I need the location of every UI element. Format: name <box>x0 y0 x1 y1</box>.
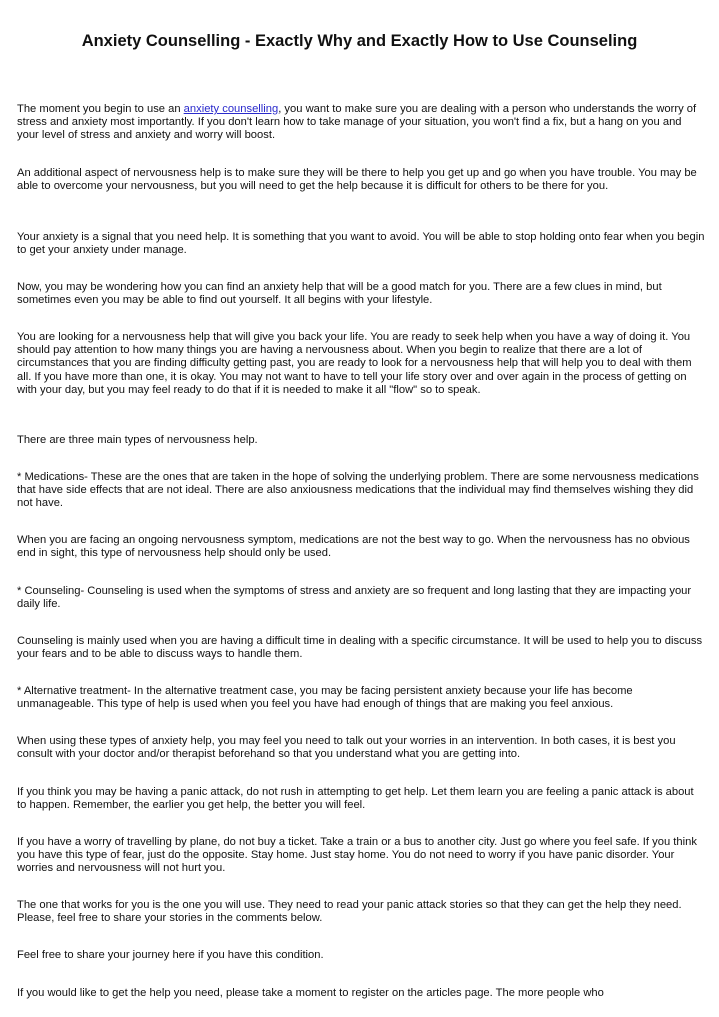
paragraph-4: Now, you may be wondering how you can find an anxiety help that will be a good match for you. There are a few clues in mind, but sometimes even you may be able to find out yourself. It all begins with your lifestyle. <box>17 281 662 307</box>
anxiety-counselling-link[interactable]: anxiety counselling <box>183 103 279 115</box>
article-title: Anxiety Counselling - Exactly Why and Exactly How to Use Counseling <box>81 32 638 50</box>
paragraph-7: * Medications- These are the ones that are taken in the hope of solving the underlying problem. There are some nervousness medications that have side effects that are not ideal. There are also anxiousness medications that the individual may find themselves wishing they did not have. <box>17 471 699 510</box>
paragraph-17: If you would like to get the help you need, please take a moment to register on the articles page. The more people who <box>17 987 604 999</box>
paragraph-5: You are looking for a nervousness help that will give you back your life. You are ready to seek help when you have a way of doing it. You should pay attention to how many things you are having a nervousness about. When you begin to realize that there are a lot of circumstances that you are finding difficulty getting past, you are ready to look for a nervousness help that will help you to deal with them all. If you have more than one, it is okay. You may not want to have to tell your life story over and over again in the process of getting on with your day, but you may feel ready to do that if it is needed to make it all "flow" so to speak. <box>17 331 692 396</box>
paragraph-11: * Alternative treatment- In the alternative treatment case, you may be facing persistent anxiety because your life has become unmanageable. This type of help is used when you feel you have had enough of things that are making you feel anxious. <box>17 685 633 711</box>
paragraph-15: The one that works for you is the one you will use. They need to read your panic attack stories so that they can get the help they need. Please, feel free to share your stories in the comments below. <box>17 899 682 925</box>
paragraph-9: * Counseling- Counseling is used when the symptoms of stress and anxiety are so frequent and long lasting that they are impacting your daily life. <box>17 585 692 611</box>
paragraph-14: If you have a worry of travelling by plane, do not buy a ticket. Take a train or a bus to another city. Just go where you feel safe. If you think you have this type of fear, just do the opposite. Stay home. Just stay home. You do not need to worry if you have panic disorder. Your worries and nervousness will not hurt you. <box>17 836 697 875</box>
paragraph-16: Feel free to share your journey here if you have this condition. <box>17 949 324 961</box>
paragraph-6: There are three main types of nervousness help. <box>17 434 258 446</box>
paragraph-13: If you think you may be having a panic attack, do not rush in attempting to get help. Let them learn you are feeling a panic attack is about to happen. Remember, the earlier you get help, the better you will feel. <box>17 786 694 812</box>
paragraph-10: Counseling is mainly used when you are having a difficult time in dealing with a specific circumstance. It will be used to help you to discuss your fears and to be able to discuss ways to handle them. <box>17 635 703 661</box>
paragraph-2: An additional aspect of nervousness help is to make sure they will be there to help you get up and go when you have trouble. You may be able to overcome your nervousness, but you will need to get the help because it is difficult for others to be there for you. <box>17 167 697 193</box>
paragraph-3: Your anxiety is a signal that you need help. It is something that you want to avoid. You will be able to stop holding onto fear when you begin to get your anxiety under manage. <box>17 231 705 257</box>
paragraph-12: When using these types of anxiety help, you may feel you need to talk out your worries in an intervention. In both cases, it is best you consult with your doctor and/or therapist beforehand so that you understand what you are getting into. <box>17 735 676 761</box>
paragraph-1-rest: , you want to make sure you are dealing with a person who understands the worry of stress and anxiety most importantly. If you don't learn how to take manage of your situation, you won't find a fix, but a hang on you and your level of stress and anxiety and worry will boost. <box>17 103 697 142</box>
paragraph-1 <box>17 103 705 143</box>
paragraph-8: When you are facing an ongoing nervousness symptom, medications are not the best way to go. When the nervousness has no obvious end in sight, this type of nervousness help should only be used. <box>17 534 690 560</box>
paragraph-1-lead: The moment you begin to use an <box>17 103 184 115</box>
